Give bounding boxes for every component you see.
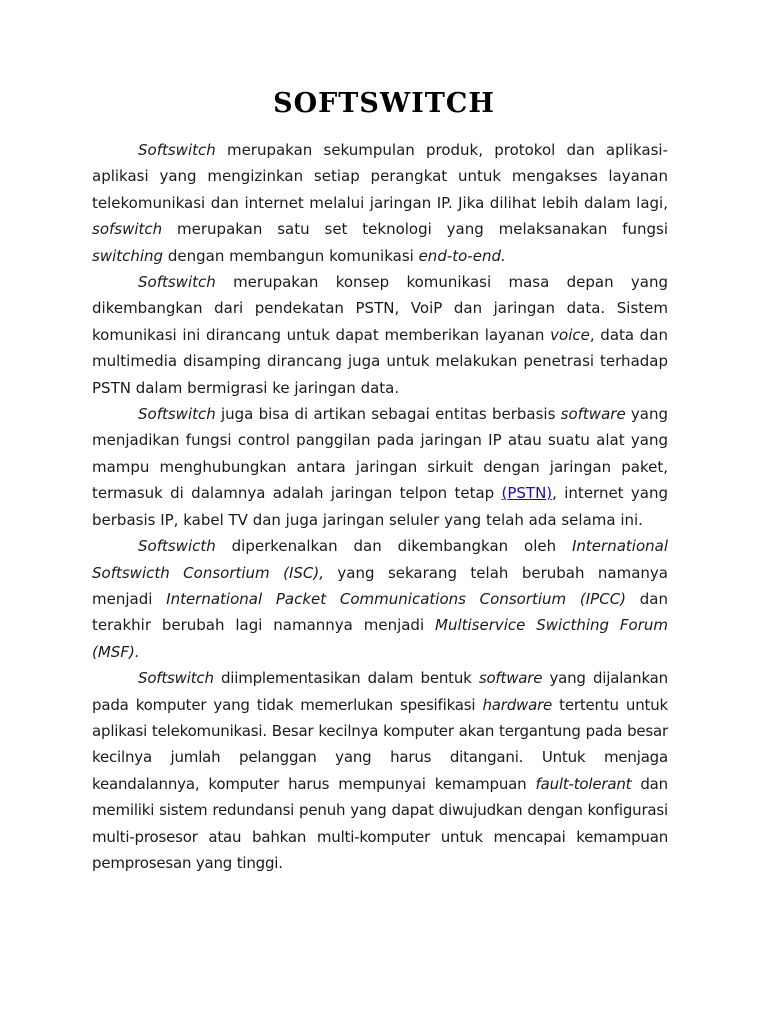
text-run: merupakan satu set teknologi yang melaksanakan fungsi bbox=[162, 220, 668, 239]
text-run: juga bisa di artikan sebagai entitas berbasis bbox=[215, 405, 561, 424]
italic-term: Multiservice Swicthing Forum (MSF). bbox=[92, 616, 669, 661]
italic-term: Softswitch bbox=[138, 141, 216, 159]
text-run: diperkenalkan dan dikembangkan oleh bbox=[215, 537, 572, 556]
italic-term: hardware bbox=[482, 695, 553, 714]
italic-term: International Softswicth Consortium (ISC), bbox=[92, 537, 668, 582]
paragraph-3 bbox=[92, 401, 668, 533]
text-run: yang sekarang telah berubah namanya menjadi bbox=[92, 563, 668, 608]
italic-term: sofswitch bbox=[92, 220, 163, 239]
italic-term: Softswitch bbox=[138, 669, 214, 688]
text-run: merupakan sekumpulan produk, protokol dan aplikasi-aplikasi yang mengizinkan setiap perangkat untuk mengakses layanan telekomunikasi dan internet melalui jaringan IP. Jika dilihat lebih dalam lagi, bbox=[92, 141, 668, 212]
paragraph-2 bbox=[92, 269, 668, 401]
italic-term: end-to-end. bbox=[418, 246, 506, 265]
pstn-link[interactable]: (PSTN) bbox=[501, 484, 553, 503]
italic-term: Softswitch bbox=[138, 273, 216, 292]
italic-term: software bbox=[478, 669, 543, 688]
text-run: tertentu untuk aplikasi telekomunikasi. Besar kecilnya komputer akan tergantung pada besar kecilnya jumlah pelanggan yang harus ditangani. Untuk menjaga keandalannya, komputer harus mempunyai kemampuan bbox=[92, 695, 668, 793]
paragraph-1 bbox=[92, 137, 668, 269]
text-run: diimplementasikan dalam bentuk bbox=[213, 669, 479, 688]
paragraph-4 bbox=[92, 533, 668, 665]
text-run: dan terakhir berubah lagi namannya menjadi bbox=[92, 589, 668, 635]
text-run: dan memiliki sistem redundansi penuh yang dapat diwujudkan dengan konfigurasi multi-prosesor atau bahkan multi-komputer untuk mencapai kemampuan pemprosesan yang tinggi. bbox=[92, 774, 668, 872]
italic-term: voice bbox=[550, 325, 590, 344]
text-run: merupakan konsep komunikasi masa depan yang dikembangkan dari pendekatan PSTN, VoiP dan jaringan data. Sistem komunikasi ini dirancang untuk dapat memberikan layanan bbox=[92, 273, 668, 344]
text-run: yang dijalankan pada komputer yang tidak memerlukan spesifikasi bbox=[92, 669, 668, 714]
italic-term: software bbox=[560, 405, 626, 424]
italic-term: switching bbox=[92, 246, 164, 265]
text-run: yang menjadikan fungsi control panggilan pada jaringan IP atau suatu alat yang mampu menghubungkan antara jaringan sirkuit dengan jaringan paket, termasuk di dalamnya adalah jaringan telpon tetap bbox=[92, 405, 669, 503]
italic-term: fault-tolerant bbox=[535, 774, 632, 793]
text-run: , data dan multimedia disamping dirancang juga untuk melakukan penetrasi terhadap PSTN dalam bermigrasi ke jaringan data. bbox=[92, 325, 669, 397]
italic-term: Softswitch bbox=[138, 405, 216, 424]
paragraph-5 bbox=[92, 665, 668, 876]
text-run: , internet yang berbasis IP, kabel TV dan juga jaringan seluler yang telah ada selama ini. bbox=[92, 484, 668, 529]
document-body bbox=[92, 137, 668, 876]
page-title: SOFTSWITCH bbox=[273, 88, 495, 119]
italic-term: Softswicth bbox=[138, 537, 216, 556]
text-run: dengan membangun komunikasi bbox=[163, 246, 419, 265]
italic-term: International Packet Communications Consortium (IPCC) bbox=[166, 589, 627, 608]
